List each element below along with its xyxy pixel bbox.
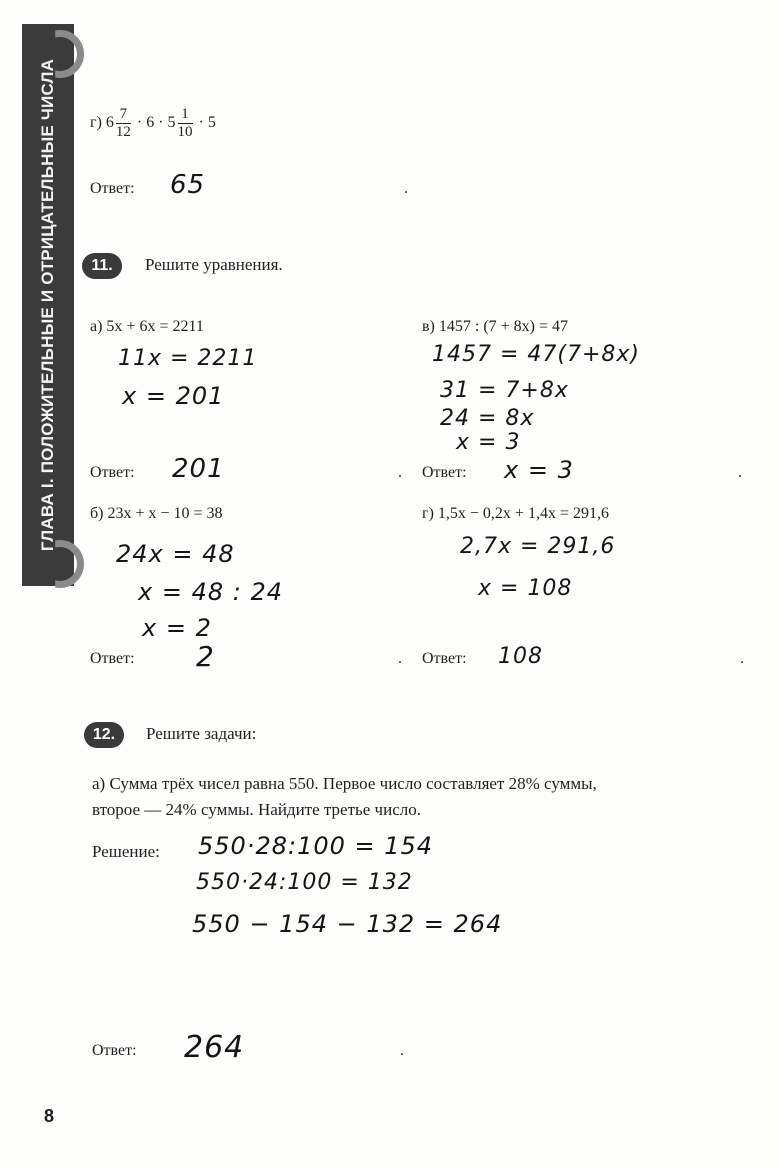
answer-dot: . [404, 180, 408, 197]
handwritten-answer: 201 [172, 454, 225, 484]
chapter-sidebar [22, 24, 74, 586]
equation-v: в) 1457 : (7 + 8x) = 47 [422, 318, 569, 335]
answer-label: Ответ: [90, 650, 135, 667]
problem-text: а) Сумма трёх чисел равна 550. Первое число составляет 28% суммы, [92, 774, 597, 793]
equation-g: г) 1,5x − 0,2x + 1,4x = 291,6 [422, 505, 609, 522]
work-line: x = 48 : 24 [138, 578, 283, 606]
chapter-title: ГЛАВА I. ПОЛОЖИТЕЛЬНЫЕ И ОТРИЦАТЕЛЬНЫЕ ЧИСЛА [38, 58, 57, 552]
task-number-badge: 12. [84, 722, 124, 748]
answer-label: Ответ: [422, 464, 467, 481]
problem-text: второе — 24% суммы. Найдите третье число. [92, 800, 421, 819]
answer-label: Ответ: [90, 180, 135, 197]
answer-label: Ответ: [422, 650, 467, 667]
answer-label: Ответ: [92, 1042, 137, 1059]
answer-dot: . [740, 650, 744, 667]
work-line: x = 108 [478, 576, 573, 601]
work-line: 2,7x = 291,6 [460, 534, 616, 559]
work-line: 24 = 8x [440, 406, 535, 431]
handwritten-answer: 264 [184, 1030, 245, 1065]
handwritten-answer: x = 3 [504, 456, 574, 484]
equation-b: б) 23x + x − 10 = 38 [90, 505, 223, 522]
task-title: Решите уравнения. [145, 255, 283, 274]
work-line: 11x = 2211 [118, 346, 258, 371]
handwritten-answer: 108 [498, 644, 543, 669]
handwritten-answer: 2 [196, 640, 215, 673]
task10g-expression: г) 6 $\frac{7}{12}$ · 6 · 5 $\frac{1}{10}$ · 5 [90, 106, 216, 140]
work-line: 1457 = 47(7+8x) [432, 342, 641, 367]
answer-dot: . [738, 464, 742, 481]
work-line: x = 3 [456, 430, 521, 455]
work-line: 24x = 48 [116, 540, 235, 568]
solution-line: 550·24:100 = 132 [196, 870, 413, 895]
answer-label: Ответ: [90, 464, 135, 481]
handwritten-answer: 65 [170, 170, 206, 200]
work-line: x = 201 [122, 382, 225, 410]
work-line: 31 = 7+8x [440, 378, 569, 403]
answer-dot: . [400, 1042, 404, 1059]
page-number: 8 [44, 1106, 55, 1126]
task-title: Решите задачи: [146, 724, 257, 743]
answer-dot: . [398, 464, 402, 481]
solution-line: 550·28:100 = 154 [198, 832, 434, 860]
task-number-badge: 11. [82, 253, 122, 279]
answer-dot: . [398, 650, 402, 667]
equation-a: а) 5x + 6x = 2211 [90, 318, 204, 335]
fraction-7-12: $\frac{7}{12}$ [115, 106, 131, 140]
fraction-1-10: $\frac{1}{10}$ [177, 106, 193, 140]
work-line: x = 2 [142, 614, 212, 642]
solution-label: Решение: [92, 842, 160, 861]
solution-line: 550 − 154 − 132 = 264 [192, 910, 503, 938]
